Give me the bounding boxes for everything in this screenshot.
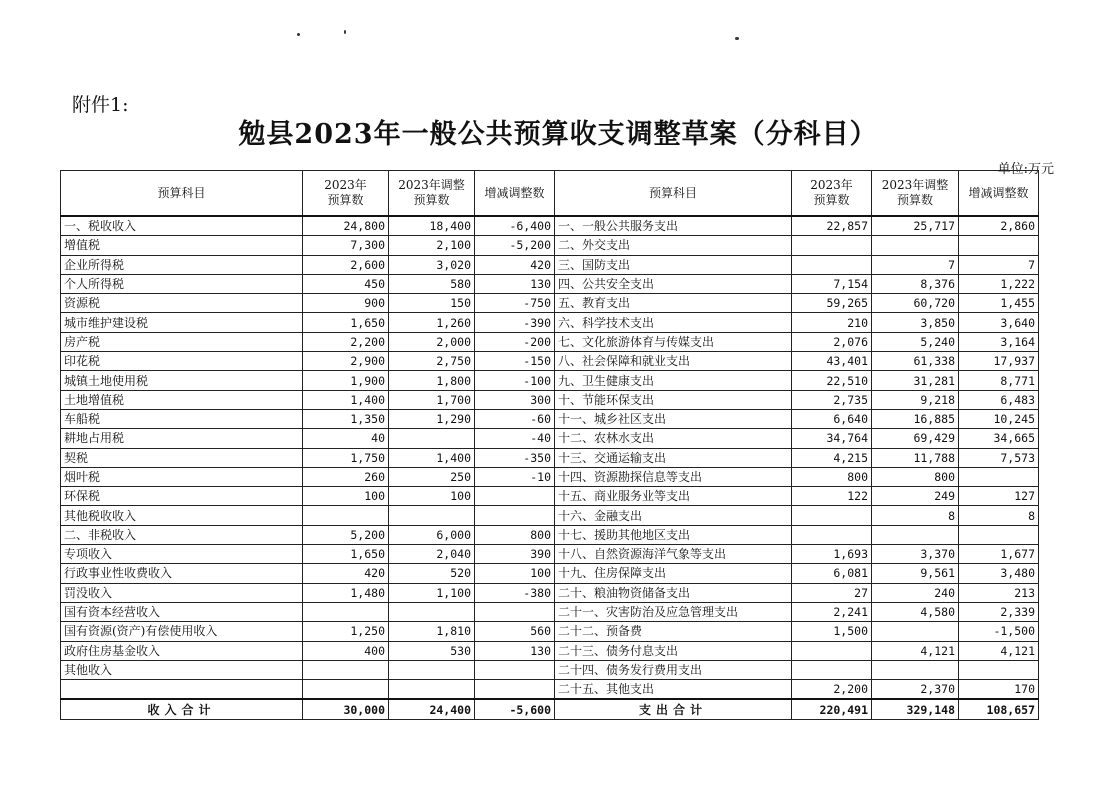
scan-speck bbox=[297, 33, 300, 36]
expenditure-adjusted bbox=[872, 236, 959, 255]
table-row bbox=[61, 409, 1039, 428]
table-row bbox=[61, 294, 1039, 313]
expenditure-total-budget: 220,491 bbox=[792, 699, 872, 719]
table-row bbox=[61, 236, 1039, 255]
expenditure-item-name: 十六、金融支出 bbox=[555, 506, 792, 525]
expenditure-budget: 1,500 bbox=[792, 622, 872, 641]
expenditure-budget bbox=[792, 236, 872, 255]
revenue-budget: 900 bbox=[303, 294, 389, 313]
revenue-adjusted: 150 bbox=[389, 294, 475, 313]
expenditure-budget bbox=[792, 255, 872, 274]
revenue-item-name: 契税 bbox=[61, 448, 303, 467]
table-row bbox=[61, 545, 1039, 564]
revenue-budget: 1,400 bbox=[303, 390, 389, 409]
expenditure-item-name: 七、文化旅游体育与传媒支出 bbox=[555, 332, 792, 351]
budget-table bbox=[60, 170, 1039, 720]
revenue-budget: 420 bbox=[303, 564, 389, 583]
expenditure-adjusted: 240 bbox=[872, 583, 959, 602]
table-row bbox=[61, 487, 1039, 506]
revenue-adjusted: 250 bbox=[389, 467, 475, 486]
revenue-budget: 2,600 bbox=[303, 255, 389, 274]
expenditure-budget: 22,857 bbox=[792, 216, 872, 236]
expenditure-change: 6,483 bbox=[959, 390, 1039, 409]
scan-speck bbox=[735, 37, 739, 40]
col-exp-name: 预算科目 bbox=[555, 171, 792, 217]
expenditure-change: 7 bbox=[959, 255, 1039, 274]
revenue-budget: 7,300 bbox=[303, 236, 389, 255]
revenue-adjusted bbox=[389, 680, 475, 700]
revenue-change: -5,200 bbox=[475, 236, 555, 255]
expenditure-adjusted: 25,717 bbox=[872, 216, 959, 236]
expenditure-adjusted: 7 bbox=[872, 255, 959, 274]
revenue-item-name: 政府住房基金收入 bbox=[61, 641, 303, 660]
table-row bbox=[61, 622, 1039, 641]
expenditure-budget: 43,401 bbox=[792, 352, 872, 371]
expenditure-change bbox=[959, 660, 1039, 679]
expenditure-budget bbox=[792, 525, 872, 544]
revenue-adjusted: 1,290 bbox=[389, 409, 475, 428]
col-rev-change: 增减调整数 bbox=[475, 171, 555, 217]
revenue-adjusted: 1,400 bbox=[389, 448, 475, 467]
revenue-budget: 1,480 bbox=[303, 583, 389, 602]
expenditure-adjusted: 11,788 bbox=[872, 448, 959, 467]
expenditure-adjusted: 800 bbox=[872, 467, 959, 486]
header-row bbox=[61, 171, 1039, 217]
expenditure-adjusted: 9,218 bbox=[872, 390, 959, 409]
col-exp-adjusted: 2023年调整 预算数 bbox=[872, 171, 959, 217]
revenue-change: 130 bbox=[475, 274, 555, 293]
expenditure-change: 8 bbox=[959, 506, 1039, 525]
expenditure-budget: 2,200 bbox=[792, 680, 872, 700]
revenue-adjusted: 2,750 bbox=[389, 352, 475, 371]
expenditure-item-name: 十、节能环保支出 bbox=[555, 390, 792, 409]
revenue-budget: 5,200 bbox=[303, 525, 389, 544]
expenditure-change bbox=[959, 236, 1039, 255]
revenue-change: -6,400 bbox=[475, 216, 555, 236]
expenditure-change: 4,121 bbox=[959, 641, 1039, 660]
expenditure-total-adjusted: 329,148 bbox=[872, 699, 959, 719]
expenditure-budget: 2,735 bbox=[792, 390, 872, 409]
revenue-item-name: 烟叶税 bbox=[61, 467, 303, 486]
revenue-item-name: 行政事业性收费收入 bbox=[61, 564, 303, 583]
revenue-change: -40 bbox=[475, 429, 555, 448]
expenditure-budget: 2,076 bbox=[792, 332, 872, 351]
expenditure-change: 7,573 bbox=[959, 448, 1039, 467]
revenue-item-name: 国有资源(资产)有偿使用收入 bbox=[61, 622, 303, 641]
revenue-change: 130 bbox=[475, 641, 555, 660]
expenditure-adjusted: 5,240 bbox=[872, 332, 959, 351]
expenditure-budget: 6,640 bbox=[792, 409, 872, 428]
expenditure-adjusted: 3,370 bbox=[872, 545, 959, 564]
revenue-item-name: 企业所得税 bbox=[61, 255, 303, 274]
revenue-adjusted: 100 bbox=[389, 487, 475, 506]
expenditure-change: 10,245 bbox=[959, 409, 1039, 428]
revenue-change bbox=[475, 506, 555, 525]
expenditure-item-name: 六、科学技术支出 bbox=[555, 313, 792, 332]
expenditure-item-name: 二十三、债务付息支出 bbox=[555, 641, 792, 660]
expenditure-change: 170 bbox=[959, 680, 1039, 700]
expenditure-budget: 4,215 bbox=[792, 448, 872, 467]
expenditure-change: 2,339 bbox=[959, 602, 1039, 621]
expenditure-item-name: 二十二、预备费 bbox=[555, 622, 792, 641]
expenditure-budget bbox=[792, 660, 872, 679]
revenue-change: -150 bbox=[475, 352, 555, 371]
table-row bbox=[61, 448, 1039, 467]
expenditure-change bbox=[959, 525, 1039, 544]
page-title: 勉县2023年一般公共预算收支调整草案（分科目） bbox=[238, 119, 878, 150]
expenditure-budget: 27 bbox=[792, 583, 872, 602]
expenditure-adjusted: 3,850 bbox=[872, 313, 959, 332]
expenditure-item-name: 十八、自然资源海洋气象等支出 bbox=[555, 545, 792, 564]
revenue-item-name: 环保税 bbox=[61, 487, 303, 506]
revenue-total-budget: 30,000 bbox=[303, 699, 389, 719]
expenditure-adjusted: 31,281 bbox=[872, 371, 959, 390]
revenue-item-name: 印花税 bbox=[61, 352, 303, 371]
revenue-item-name: 其他税收收入 bbox=[61, 506, 303, 525]
revenue-adjusted: 2,040 bbox=[389, 545, 475, 564]
expenditure-item-name: 二十、粮油物资储备支出 bbox=[555, 583, 792, 602]
unit-label: 单位:万元 bbox=[997, 162, 1054, 177]
expenditure-item-name: 十四、资源勘探信息等支出 bbox=[555, 467, 792, 486]
table-row bbox=[61, 467, 1039, 486]
expenditure-adjusted: 4,580 bbox=[872, 602, 959, 621]
revenue-item-name: 罚没收入 bbox=[61, 583, 303, 602]
revenue-budget: 1,750 bbox=[303, 448, 389, 467]
expenditure-change bbox=[959, 467, 1039, 486]
expenditure-adjusted: 4,121 bbox=[872, 641, 959, 660]
expenditure-adjusted: 16,885 bbox=[872, 409, 959, 428]
revenue-adjusted: 6,000 bbox=[389, 525, 475, 544]
revenue-item-name: 耕地占用税 bbox=[61, 429, 303, 448]
expenditure-total-change: 108,657 bbox=[959, 699, 1039, 719]
expenditure-item-name: 十二、农林水支出 bbox=[555, 429, 792, 448]
revenue-item-name: 二、非税收入 bbox=[61, 525, 303, 544]
revenue-change bbox=[475, 660, 555, 679]
revenue-total-label: 收入合计 bbox=[61, 699, 303, 719]
revenue-budget bbox=[303, 506, 389, 525]
expenditure-change: -1,500 bbox=[959, 622, 1039, 641]
revenue-adjusted: 1,810 bbox=[389, 622, 475, 641]
expenditure-adjusted: 2,370 bbox=[872, 680, 959, 700]
expenditure-adjusted bbox=[872, 622, 959, 641]
expenditure-total-label: 支出合计 bbox=[555, 699, 792, 719]
table-row bbox=[61, 506, 1039, 525]
table-row bbox=[61, 274, 1039, 293]
revenue-budget: 2,200 bbox=[303, 332, 389, 351]
expenditure-item-name: 十三、交通运输支出 bbox=[555, 448, 792, 467]
revenue-change: 300 bbox=[475, 390, 555, 409]
revenue-adjusted: 18,400 bbox=[389, 216, 475, 236]
revenue-budget: 2,900 bbox=[303, 352, 389, 371]
revenue-change bbox=[475, 680, 555, 700]
scan-speck bbox=[344, 30, 346, 34]
col-rev-budget: 2023年 预算数 bbox=[303, 171, 389, 217]
table-row bbox=[61, 641, 1039, 660]
revenue-budget: 260 bbox=[303, 467, 389, 486]
revenue-item-name: 土地增值税 bbox=[61, 390, 303, 409]
expenditure-change: 3,480 bbox=[959, 564, 1039, 583]
table-row bbox=[61, 564, 1039, 583]
col-exp-budget: 2023年 预算数 bbox=[792, 171, 872, 217]
total-row bbox=[61, 699, 1039, 719]
revenue-item-name: 城市维护建设税 bbox=[61, 313, 303, 332]
revenue-change: -100 bbox=[475, 371, 555, 390]
revenue-budget bbox=[303, 602, 389, 621]
expenditure-budget: 122 bbox=[792, 487, 872, 506]
expenditure-change: 17,937 bbox=[959, 352, 1039, 371]
expenditure-budget: 34,764 bbox=[792, 429, 872, 448]
revenue-item-name: 城镇土地使用税 bbox=[61, 371, 303, 390]
col-rev-adjusted: 2023年调整 预算数 bbox=[389, 171, 475, 217]
expenditure-item-name: 二、外交支出 bbox=[555, 236, 792, 255]
table-row bbox=[61, 371, 1039, 390]
expenditure-adjusted: 8 bbox=[872, 506, 959, 525]
expenditure-budget bbox=[792, 641, 872, 660]
revenue-item-name: 一、税收收入 bbox=[61, 216, 303, 236]
revenue-total-change: -5,600 bbox=[475, 699, 555, 719]
revenue-budget: 100 bbox=[303, 487, 389, 506]
table-row bbox=[61, 680, 1039, 700]
revenue-budget: 1,650 bbox=[303, 545, 389, 564]
expenditure-budget: 210 bbox=[792, 313, 872, 332]
expenditure-item-name: 四、公共安全支出 bbox=[555, 274, 792, 293]
revenue-change: -350 bbox=[475, 448, 555, 467]
expenditure-item-name: 三、国防支出 bbox=[555, 255, 792, 274]
expenditure-change: 1,677 bbox=[959, 545, 1039, 564]
revenue-budget: 1,900 bbox=[303, 371, 389, 390]
expenditure-budget: 59,265 bbox=[792, 294, 872, 313]
revenue-item-name: 房产税 bbox=[61, 332, 303, 351]
expenditure-change: 34,665 bbox=[959, 429, 1039, 448]
table-row bbox=[61, 390, 1039, 409]
expenditure-change: 8,771 bbox=[959, 371, 1039, 390]
revenue-item-name: 专项收入 bbox=[61, 545, 303, 564]
expenditure-adjusted: 249 bbox=[872, 487, 959, 506]
revenue-budget: 24,800 bbox=[303, 216, 389, 236]
table-row bbox=[61, 255, 1039, 274]
revenue-budget: 1,350 bbox=[303, 409, 389, 428]
expenditure-item-name: 二十五、其他支出 bbox=[555, 680, 792, 700]
expenditure-change: 1,455 bbox=[959, 294, 1039, 313]
revenue-budget: 1,250 bbox=[303, 622, 389, 641]
expenditure-budget: 1,693 bbox=[792, 545, 872, 564]
revenue-adjusted: 530 bbox=[389, 641, 475, 660]
revenue-change: 800 bbox=[475, 525, 555, 544]
revenue-adjusted: 1,800 bbox=[389, 371, 475, 390]
revenue-adjusted: 1,260 bbox=[389, 313, 475, 332]
revenue-change: -200 bbox=[475, 332, 555, 351]
revenue-adjusted: 2,100 bbox=[389, 236, 475, 255]
revenue-change bbox=[475, 487, 555, 506]
expenditure-item-name: 二十四、债务发行费用支出 bbox=[555, 660, 792, 679]
col-exp-change: 增减调整数 bbox=[959, 171, 1039, 217]
revenue-change: -10 bbox=[475, 467, 555, 486]
expenditure-budget bbox=[792, 506, 872, 525]
revenue-adjusted: 2,000 bbox=[389, 332, 475, 351]
revenue-change: 100 bbox=[475, 564, 555, 583]
expenditure-change: 1,222 bbox=[959, 274, 1039, 293]
revenue-adjusted bbox=[389, 602, 475, 621]
revenue-adjusted: 3,020 bbox=[389, 255, 475, 274]
revenue-adjusted: 520 bbox=[389, 564, 475, 583]
expenditure-change: 127 bbox=[959, 487, 1039, 506]
revenue-change bbox=[475, 602, 555, 621]
table-row bbox=[61, 660, 1039, 679]
expenditure-item-name: 八、社会保障和就业支出 bbox=[555, 352, 792, 371]
revenue-adjusted: 1,700 bbox=[389, 390, 475, 409]
table-row bbox=[61, 332, 1039, 351]
expenditure-adjusted bbox=[872, 660, 959, 679]
table-row bbox=[61, 602, 1039, 621]
expenditure-item-name: 二十一、灾害防治及应急管理支出 bbox=[555, 602, 792, 621]
revenue-item-name: 车船税 bbox=[61, 409, 303, 428]
col-rev-name: 预算科目 bbox=[61, 171, 303, 217]
expenditure-adjusted: 9,561 bbox=[872, 564, 959, 583]
revenue-adjusted bbox=[389, 429, 475, 448]
revenue-adjusted bbox=[389, 506, 475, 525]
expenditure-item-name: 十一、城乡社区支出 bbox=[555, 409, 792, 428]
expenditure-adjusted: 61,338 bbox=[872, 352, 959, 371]
expenditure-budget: 22,510 bbox=[792, 371, 872, 390]
expenditure-budget: 6,081 bbox=[792, 564, 872, 583]
revenue-budget: 40 bbox=[303, 429, 389, 448]
revenue-item-name: 国有资本经营收入 bbox=[61, 602, 303, 621]
revenue-change: 390 bbox=[475, 545, 555, 564]
expenditure-budget: 2,241 bbox=[792, 602, 872, 621]
revenue-item-name bbox=[61, 680, 303, 700]
expenditure-budget: 7,154 bbox=[792, 274, 872, 293]
revenue-budget: 450 bbox=[303, 274, 389, 293]
attachment-label: 附件1: bbox=[72, 94, 129, 116]
table-row bbox=[61, 313, 1039, 332]
expenditure-item-name: 十五、商业服务业等支出 bbox=[555, 487, 792, 506]
revenue-adjusted: 580 bbox=[389, 274, 475, 293]
revenue-budget: 1,650 bbox=[303, 313, 389, 332]
expenditure-change: 3,640 bbox=[959, 313, 1039, 332]
revenue-change: 560 bbox=[475, 622, 555, 641]
expenditure-change: 3,164 bbox=[959, 332, 1039, 351]
expenditure-budget: 800 bbox=[792, 467, 872, 486]
revenue-change: 420 bbox=[475, 255, 555, 274]
revenue-item-name: 增值税 bbox=[61, 236, 303, 255]
table-row bbox=[61, 352, 1039, 371]
revenue-change: -60 bbox=[475, 409, 555, 428]
expenditure-item-name: 一、一般公共服务支出 bbox=[555, 216, 792, 236]
revenue-adjusted bbox=[389, 660, 475, 679]
revenue-change: -380 bbox=[475, 583, 555, 602]
revenue-budget bbox=[303, 660, 389, 679]
expenditure-change: 213 bbox=[959, 583, 1039, 602]
expenditure-item-name: 十七、援助其他地区支出 bbox=[555, 525, 792, 544]
expenditure-adjusted: 60,720 bbox=[872, 294, 959, 313]
revenue-budget: 400 bbox=[303, 641, 389, 660]
revenue-budget bbox=[303, 680, 389, 700]
expenditure-item-name: 十九、住房保障支出 bbox=[555, 564, 792, 583]
expenditure-adjusted bbox=[872, 525, 959, 544]
revenue-total-adjusted: 24,400 bbox=[389, 699, 475, 719]
table-row bbox=[61, 429, 1039, 448]
revenue-change: -390 bbox=[475, 313, 555, 332]
revenue-adjusted: 1,100 bbox=[389, 583, 475, 602]
expenditure-item-name: 九、卫生健康支出 bbox=[555, 371, 792, 390]
revenue-change: -750 bbox=[475, 294, 555, 313]
revenue-item-name: 其他收入 bbox=[61, 660, 303, 679]
revenue-item-name: 个人所得税 bbox=[61, 274, 303, 293]
expenditure-change: 2,860 bbox=[959, 216, 1039, 236]
revenue-item-name: 资源税 bbox=[61, 294, 303, 313]
expenditure-adjusted: 8,376 bbox=[872, 274, 959, 293]
expenditure-adjusted: 69,429 bbox=[872, 429, 959, 448]
table-row bbox=[61, 525, 1039, 544]
table-row bbox=[61, 216, 1039, 236]
table-row bbox=[61, 583, 1039, 602]
expenditure-item-name: 五、教育支出 bbox=[555, 294, 792, 313]
